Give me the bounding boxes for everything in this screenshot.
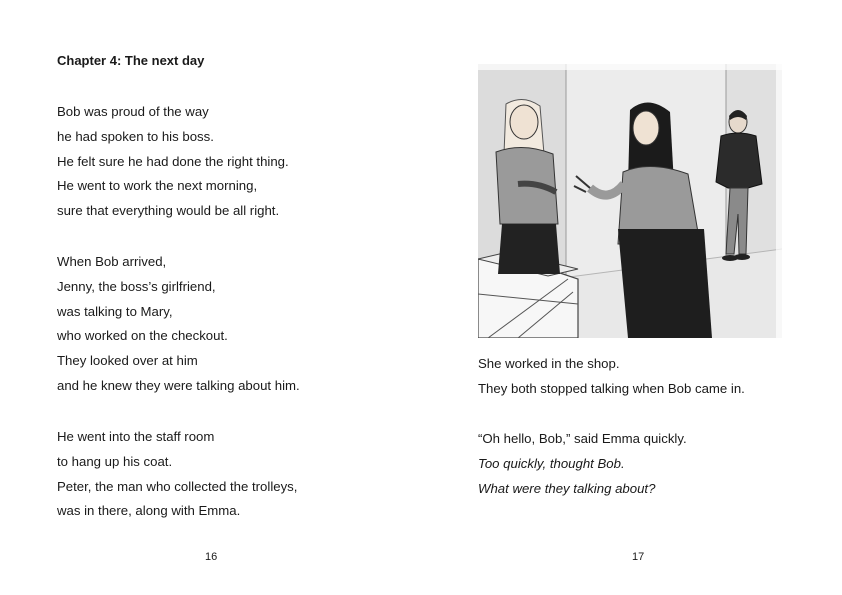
paragraph-1 bbox=[57, 100, 289, 224]
text-line: What were they talking about? bbox=[478, 480, 656, 496]
paragraph-3 bbox=[57, 425, 297, 524]
text-line: When Bob arrived, bbox=[57, 254, 167, 269]
text-line: who worked on the checkout. bbox=[57, 328, 228, 344]
text-line: he had spoken to his boss. bbox=[57, 128, 214, 144]
chapter-title: Chapter 4: The next day bbox=[57, 53, 205, 68]
text-line: He felt sure he had done the right thing. bbox=[57, 153, 289, 169]
paragraph-4 bbox=[478, 352, 745, 402]
text-line: He went into the staff room bbox=[57, 429, 215, 444]
illustration bbox=[478, 64, 782, 338]
paragraph-2 bbox=[57, 250, 300, 399]
text-line: sure that everything would be all right. bbox=[57, 203, 280, 219]
text-line: was talking to Mary, bbox=[57, 303, 173, 319]
text-line: Peter, the man who collected the trolleys, bbox=[57, 478, 298, 494]
paragraph-5 bbox=[478, 427, 687, 501]
text-line: Bob was proud of the way bbox=[57, 104, 209, 119]
text-line: was in there, along with Emma. bbox=[57, 503, 241, 519]
right-page bbox=[421, 0, 842, 595]
text-line: and he knew they were talking about him. bbox=[57, 377, 300, 393]
text-line: Jenny, the boss’s girlfriend, bbox=[57, 278, 216, 294]
text-line: Too quickly, thought Bob. bbox=[478, 455, 625, 471]
text-line: “Oh hello, Bob,” said Emma quickly. bbox=[478, 431, 687, 446]
text-line: They looked over at him bbox=[57, 353, 198, 369]
page-number: 16 bbox=[205, 551, 218, 563]
text-line: They both stopped talking when Bob came in. bbox=[478, 380, 745, 396]
text-line: to hang up his coat. bbox=[57, 453, 173, 469]
page-number: 17 bbox=[632, 551, 645, 563]
text-line: He went to work the next morning, bbox=[57, 178, 258, 194]
text-line: She worked in the shop. bbox=[478, 356, 620, 371]
